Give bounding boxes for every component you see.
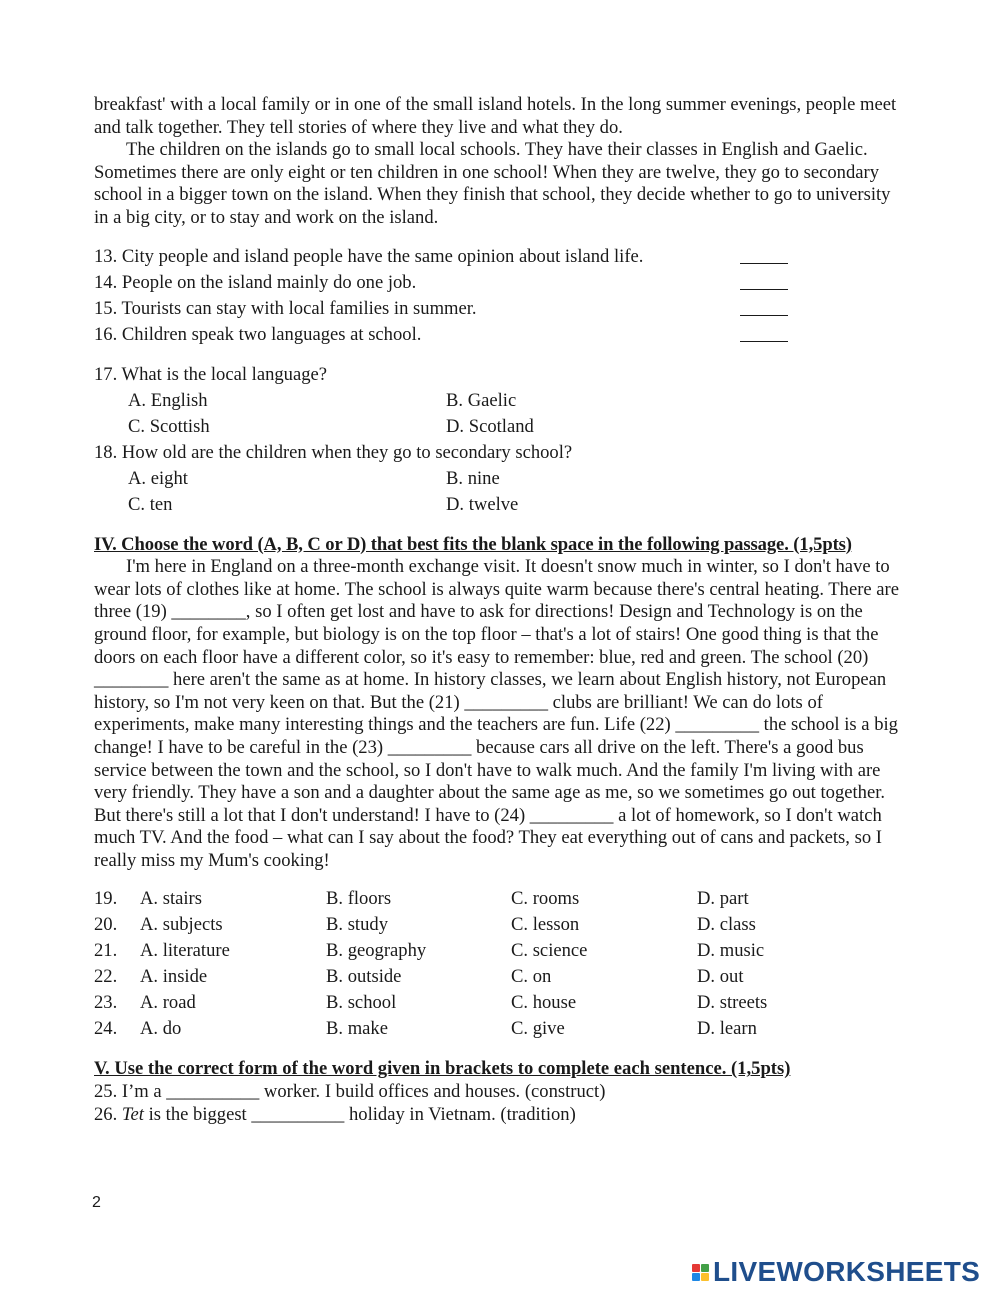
option-d[interactable]: D. twelve: [446, 493, 519, 515]
true-false-list: [94, 246, 909, 350]
tf-question-text: 13. City people and island people have the same opinion about island life.: [94, 245, 644, 267]
question-number: 24.: [94, 1018, 118, 1040]
mcq-table: [94, 888, 909, 1044]
option-d[interactable]: D. out: [697, 966, 744, 988]
option-d[interactable]: D. music: [697, 940, 765, 962]
question-number: 19.: [94, 888, 118, 910]
option-a[interactable]: A. literature: [140, 940, 230, 962]
logo-square-yellow: [701, 1273, 709, 1281]
option-b[interactable]: B. Gaelic: [446, 389, 517, 411]
option-d[interactable]: D. class: [697, 914, 756, 936]
question-number: 23.: [94, 992, 118, 1014]
liveworksheets-logo-icon: [692, 1264, 709, 1281]
mcq-row-24: [94, 1018, 909, 1044]
option-b[interactable]: B. floors: [326, 888, 392, 910]
logo-square-blue: [692, 1273, 700, 1281]
option-d[interactable]: D. part: [697, 888, 749, 910]
question-number: 21.: [94, 940, 118, 962]
question-26-italic-word: Tet: [121, 1103, 144, 1125]
option-b[interactable]: B. geography: [326, 940, 427, 962]
answer-blank-16[interactable]: [740, 324, 788, 342]
option-a[interactable]: A. stairs: [140, 888, 202, 910]
option-b[interactable]: B. study: [326, 914, 388, 936]
option-c[interactable]: C. rooms: [511, 888, 580, 910]
answer-blank-15[interactable]: [740, 298, 788, 316]
tf-question-13: [94, 246, 909, 272]
passage-end-paragraph: breakfast' with a local family or in one of the small island hotels. In the long summer evenings, people meet and talk together. They tell stories of where they live and what they do.: [94, 94, 897, 138]
answer-blank-14[interactable]: [740, 272, 788, 290]
option-c[interactable]: C. science: [511, 940, 588, 962]
mcq-row-23: [94, 992, 909, 1018]
question-17: [94, 364, 909, 442]
answer-blank-13[interactable]: [740, 246, 788, 264]
tf-question-text: 16. Children speak two languages at school.: [94, 323, 422, 345]
question-26-number: 26.: [94, 1103, 122, 1125]
option-d[interactable]: D. learn: [697, 1018, 757, 1040]
mcq-row-21: [94, 940, 909, 966]
option-d[interactable]: D. Scotland: [446, 415, 534, 437]
tf-question-16: [94, 324, 909, 350]
option-b[interactable]: B. school: [326, 992, 397, 1014]
option-a[interactable]: A. subjects: [140, 914, 223, 936]
question-26: [94, 1104, 909, 1127]
question-26-rest: is the biggest __________ holiday in Vietnam. (tradition): [143, 1103, 576, 1125]
question-18-options: [94, 468, 909, 520]
tf-question-14: [94, 272, 909, 298]
option-c[interactable]: C. give: [511, 1018, 565, 1040]
logo-square-red: [692, 1264, 700, 1272]
logo-square-green: [701, 1264, 709, 1272]
option-d[interactable]: D. streets: [697, 992, 768, 1014]
passage-paragraph-2: The children on the islands go to small local schools. They have their classes in English and Gaelic. Sometimes there are only eight or ten children in one school! When they are twelve, they go to secondary school in a bigger town on the island. When they finish that school, they decide whether to go to university in a big city, or to stay and work on the island.: [94, 139, 891, 228]
question-number: 20.: [94, 914, 118, 936]
option-c[interactable]: C. house: [511, 992, 577, 1014]
mcq-row-22: [94, 966, 909, 992]
option-a[interactable]: A. eight: [128, 467, 188, 489]
option-a[interactable]: A. English: [128, 389, 208, 411]
option-b[interactable]: B. make: [326, 1018, 388, 1040]
option-c[interactable]: C. lesson: [511, 914, 580, 936]
brand-wordmark: LIVEWORKSHEETS: [713, 1256, 981, 1287]
liveworksheets-brand: [692, 1256, 980, 1288]
page-number: 2: [92, 1194, 101, 1211]
tf-question-15: [94, 298, 909, 324]
question-number: 22.: [94, 966, 118, 988]
section-5-heading: V. Use the correct form of the word given in brackets to complete each sentence. (1,5pts): [94, 1058, 791, 1080]
question-17-options: [94, 390, 909, 442]
mcq-row-20: [94, 914, 909, 940]
option-c[interactable]: C. ten: [128, 493, 173, 515]
section-4-passage: I'm here in England on a three-month exchange visit. It doesn't snow much in winter, so I don't have to wear lots of clothes like at home. The school is always quite warm because there's central heating. There are three (19) ________, so I often get lost and have to ask for directions! Design and Technology is on the ground floor, for example, but biology is on the top floor – that's a lot of stairs! One good thing is that the doors on each floor have a different color, so it's easy to remember: blue, red and green. The school (20) ________ here aren't the same as at home. In history classes, we learn about English history, not European history, so I'm not very keen on that. But the (21) _________ clubs are brilliant! We can do lots of experiments, make many interesting things and the teachers are fun. Life (22) _________ the school is a big change! I have to be careful in the (23) _________ because cars all drive on the left. There's a good bus service between the town and the school, so I don't have to walk much. And the family I'm living with are very friendly. They have a son and a daughter about the same age as me, so we sometimes go out together. But there's still a lot that I don't understand! I have to (24) _________ a lot of homework, so I don't watch much TV. And the food – what can I say about the food? They eat everything out of cans and packets, so I really miss my Mum's cooking!: [94, 556, 899, 871]
section-4-heading: IV. Choose the word (A, B, C or D) that best fits the blank space in the following passage. (1,5pts): [94, 533, 852, 555]
option-c[interactable]: C. Scottish: [128, 415, 210, 437]
option-b[interactable]: B. nine: [446, 467, 500, 489]
tf-question-text: 15. Tourists can stay with local families in summer.: [94, 297, 477, 319]
option-c[interactable]: C. on: [511, 966, 552, 988]
question-18: [94, 442, 909, 520]
question-25: 25. I’m a __________ worker. I build offices and houses. (construct): [94, 1081, 606, 1103]
option-b[interactable]: B. outside: [326, 966, 402, 988]
question-17-text: 17. What is the local language?: [94, 363, 328, 385]
mcq-row-19: [94, 888, 909, 914]
option-a[interactable]: A. inside: [140, 966, 208, 988]
tf-question-text: 14. People on the island mainly do one job.: [94, 271, 417, 293]
option-a[interactable]: A. road: [140, 992, 196, 1014]
worksheet-page: [94, 94, 909, 1126]
option-a[interactable]: A. do: [140, 1018, 182, 1040]
question-18-text: 18. How old are the children when they go to secondary school?: [94, 441, 573, 463]
